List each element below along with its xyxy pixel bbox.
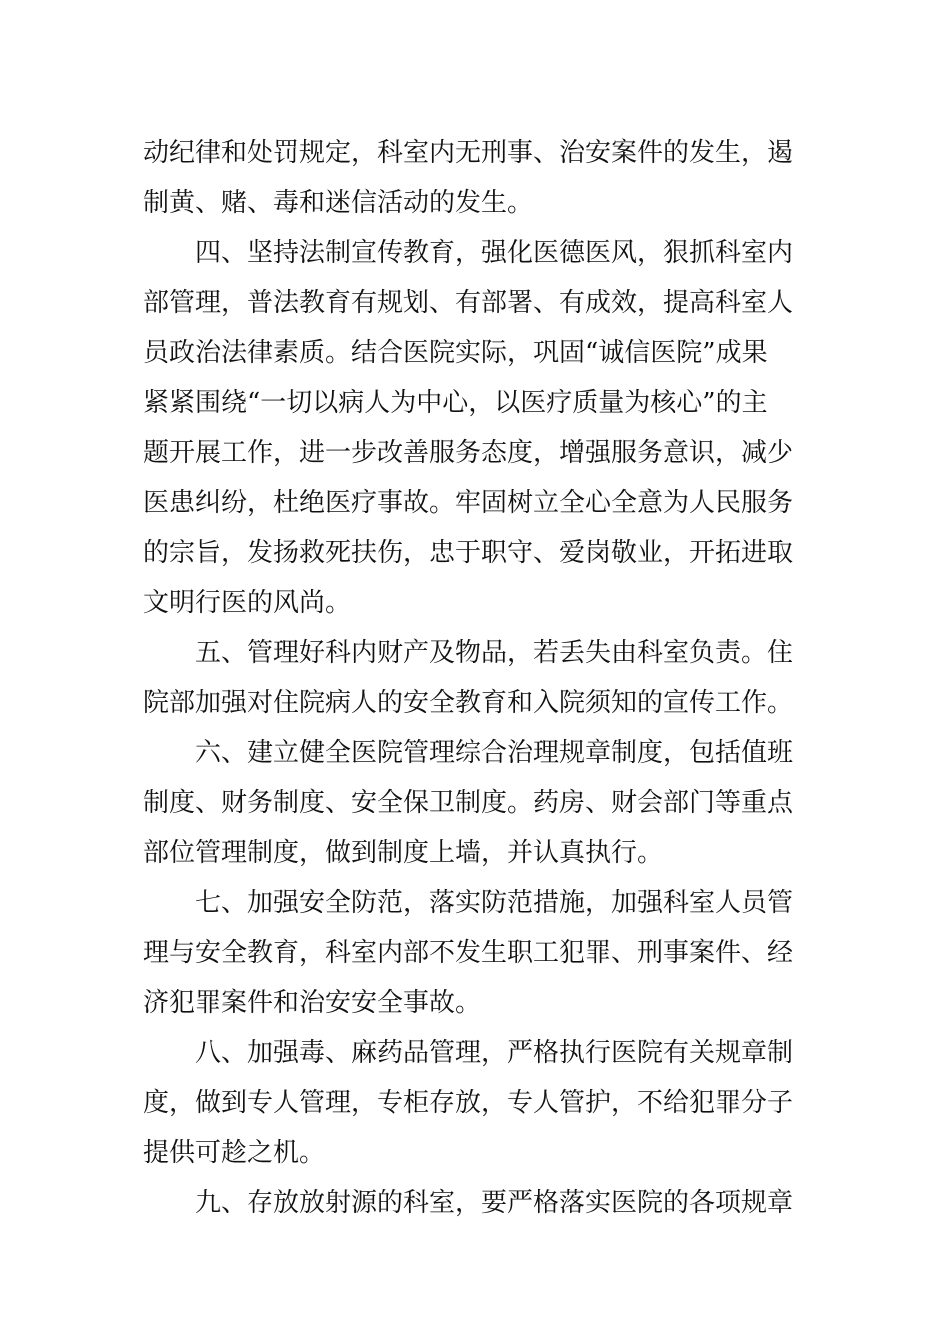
- text-line: 部位管理制度，做到制度上墙，并认真执行。: [143, 838, 664, 868]
- paragraph-start-line: 五、管理好科内财产及物品，若丢失由科室负责。住: [195, 638, 794, 668]
- text-line: 提供可趁之机。: [143, 1138, 326, 1168]
- document-body: [143, 128, 813, 1228]
- text-line: 济犯罪案件和治安安全事故。: [143, 988, 482, 1018]
- paragraph-start-line: 九、存放放射源的科室，要严格落实医院的各项规章: [195, 1188, 794, 1218]
- text-line: 员政治法律素质。结合医院实际，巩固“诚信医院”成果: [143, 338, 768, 368]
- text-line: 部管理，普法教育有规划、有部署、有成效，提高科室人: [143, 288, 794, 318]
- text-line: 制黄、赌、毒和迷信活动的发生。: [143, 188, 534, 218]
- text-line: 动纪律和处罚规定，科室内无刑事、治安案件的发生，遏: [143, 138, 794, 168]
- text-line: 度，做到专人管理，专柜存放，专人管护，不给犯罪分子: [143, 1088, 794, 1118]
- text-line: 题开展工作，进一步改善服务态度，增强服务意识，减少: [143, 438, 794, 468]
- paragraph-start-line: 八、加强毒、麻药品管理，严格执行医院有关规章制: [195, 1038, 794, 1068]
- text-line: 制度、财务制度、安全保卫制度。药房、财会部门等重点: [143, 788, 794, 818]
- text-line: 文明行医的风尚。: [143, 588, 352, 618]
- paragraph-start-line: 六、建立健全医院管理综合治理规章制度，包括值班: [195, 738, 794, 768]
- paragraph-start-line: 七、加强安全防范，落实防范措施，加强科室人员管: [195, 888, 794, 918]
- text-line: 理与安全教育，科室内部不发生职工犯罪、刑事案件、经: [143, 938, 794, 968]
- paragraph-start-line: 四、坚持法制宣传教育，强化医德医风，狠抓科室内: [195, 238, 794, 268]
- text-line: 的宗旨，发扬救死扶伤，忠于职守、爱岗敬业，开拓进取: [143, 538, 794, 568]
- text-line: 院部加强对住院病人的安全教育和入院须知的宣传工作。: [143, 688, 794, 718]
- text-line: 医患纠纷，杜绝医疗事故。牢固树立全心全意为人民服务: [143, 488, 794, 518]
- text-line: 紧紧围绕“一切以病人为中心，以医疗质量为核心”的主: [143, 388, 768, 418]
